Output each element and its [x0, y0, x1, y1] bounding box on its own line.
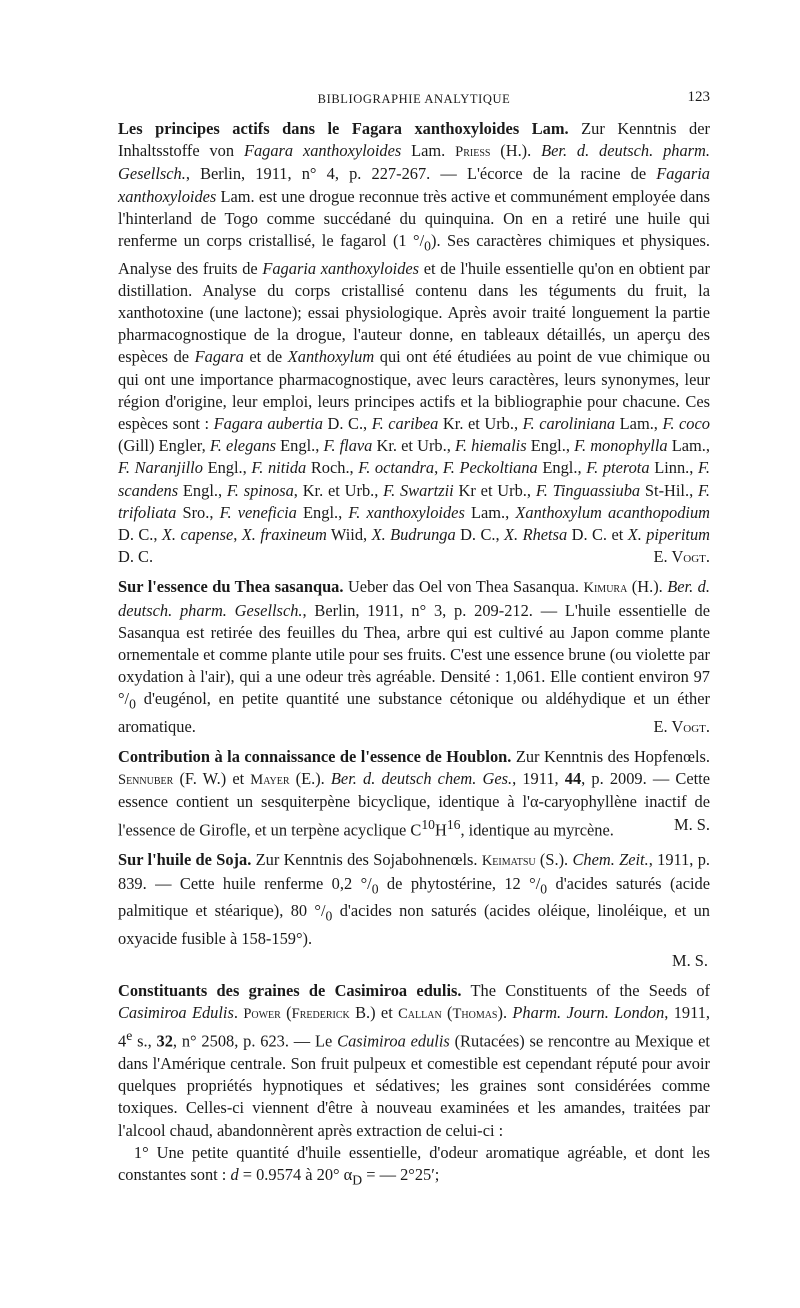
entry-thea	[118, 576, 710, 738]
entry-paragraph: Constituants des graines de Casimiroa edulis. The Constituents of the Seeds of Casimiroa Edulis. Power (Frederick B.) et Callan (Thomas). Pharm. Journ. London, 1911, 4e s., 32, n° 2508, p. 623. — Le Casimiroa edulis (Rutacées) se rencontre au Mexique et dans l'Amérique centrale. Son fruit pulpeux et comestible est cependant réputé pour avoir quelques propriétés hypnotiques et sédatives; les graines sont considérées comme toxiques. Celles-ci viennent d'être à nouveau examinées et les amandes, traitées par l'alcool chaud, abandonnèrent après extraction de celui-ci :	[118, 980, 711, 1140]
entry-paragraph: Sur l'huile de Soja. Zur Kenntnis des Sojabohnenœls. Keimatsu (S.). Chem. Zeit., 1911, p. 839. — Cette huile renferme 0,2 $^\circ/_0$ de phytostérine, 12 $^\circ/_0$ d'acides saturés (acide palmitique et stéarique), 80 $^\circ/_0$ d'acides non saturés (acides oléique, linoléique, et un oxyacide fusible à 158-159°).	[118, 850, 711, 948]
running-header	[118, 86, 710, 110]
entry-soja	[118, 849, 710, 972]
entry-paragraph: 1° Une petite quantité d'huile essentielle, d'odeur aromatique agréable, et dont les constantes sont : d = 0.9574 à 20° $\alpha_D$ = — 2°25′;	[118, 1142, 710, 1188]
entry-casimiroa	[118, 980, 710, 1192]
entry-paragraph: Contribution à la connaissance de l'essence de Houblon. Zur Kenntnis des Hopfenœls. Sennuber (F. W.) et Mayer (E.). Ber. d. deutsch chem. Ges., 1911, 44, p. 2009. — Cette essence contient un sesquiterpène bicyclique, identique à l'α-caryophyllène inactif de l'essence de Girofle, et un terpène acyclique $C^{10}H^{16}$, identique au myrcène. M. S.	[118, 747, 710, 840]
entry-paragraph: Les principes actifs dans le Fagara xanthoxyloides Lam. Zur Kenntnis der Inhaltsstoffe von Fagara xanthoxyloides Lam. Priess (H.). Ber. d. deutsch. pharm. Gesellsch., Berlin, 1911, n° 4, p. 227-267. — L'écorce de la racine de Fagaria xanthoxyloides Lam. est une drogue reconnue très active et communément employée dans l'hinterland de Togo comme succédané du quinquina. On en a retiré une huile qui renferme un corps cristallisé, le fagarol (1 $^\circ/_0$). Ses caractères chimiques et physiques. Analyse des fruits de Fagaria xanthoxyloides et de l'huile essentielle qu'on en obtient par distillation. Analyse du corps cristallisé contenu dans les téguments du fruit, la xanthotoxine (une lactone); essai physiologique. Après avoir traité longuement la partie pharmacognostique de la drogue, l'auteur donne, en tableaux détaillés, un aperçu des espèces de Fagara et de Xanthoxylum qui ont été étudiées au point de vue chimique ou qui ont une importance pharmacognostique, avec leurs caractères, leurs synonymes, leur région d'origine, leur emploi, leurs principes actifs et la bibliographie pour chacune. Ces espèces sont : Fagara aubertia D. C., F. caribea Kr. et Urb., F. caroliniana Lam., F. coco (Gill) Engler, F. elegans Engl., F. flava Kr. et Urb., F. hiemalis Engl., F. monophylla Lam., F. Naranjillo Engl., F. nitida Roch., F. octandra, F. Peckoltiana Engl., F. pterota Linn., F. scandens Engl., F. spinosa, Kr. et Urb., F. Swartzii Kr et Urb., F. Tinguassiuba St-Hil., F. trifoliata Sro., F. veneficia Engl., F. xanthoxyloides Lam., Xanthoxylum acanthopodium D. C., X. capense, X. fraxineum Wiid, X. Budrunga D. C., X. Rhetsa D. C. et X. piperitum D. C. E. Vogt.	[118, 119, 711, 567]
entry-paragraph: Sur l'essence du Thea sasanqua. Ueber das Oel von Thea Sasanqua. Kimura (H.). Ber. d. deutsch. pharm. Gesellsch., Berlin, 1911, n° 3, p. 209-212. — L'huile essentielle de Sasanqua est retirée des feuilles du Thea, arbre qui est cultivé au Japon comme plante ornementale et comme plante utile pour ses fruits. C'est une essence brune (ou violette par oxydation à l'air), qui a une odeur très agréable. Densité : 1,061. Elle contient environ 97 $^\circ/_0$ d'eugénol, en petite quantité une substance cétonique ou aldéhydique et un éther aromatique. E. Vogt.	[118, 577, 710, 736]
entry-fagara	[118, 118, 710, 568]
entry-houblon	[118, 746, 710, 841]
page-number: 123	[687, 89, 710, 105]
running-title: BIBLIOGRAPHIE ANALYTIQUE	[317, 92, 511, 106]
document-page	[118, 86, 710, 1199]
entry-signature: M. S.	[672, 950, 708, 970]
